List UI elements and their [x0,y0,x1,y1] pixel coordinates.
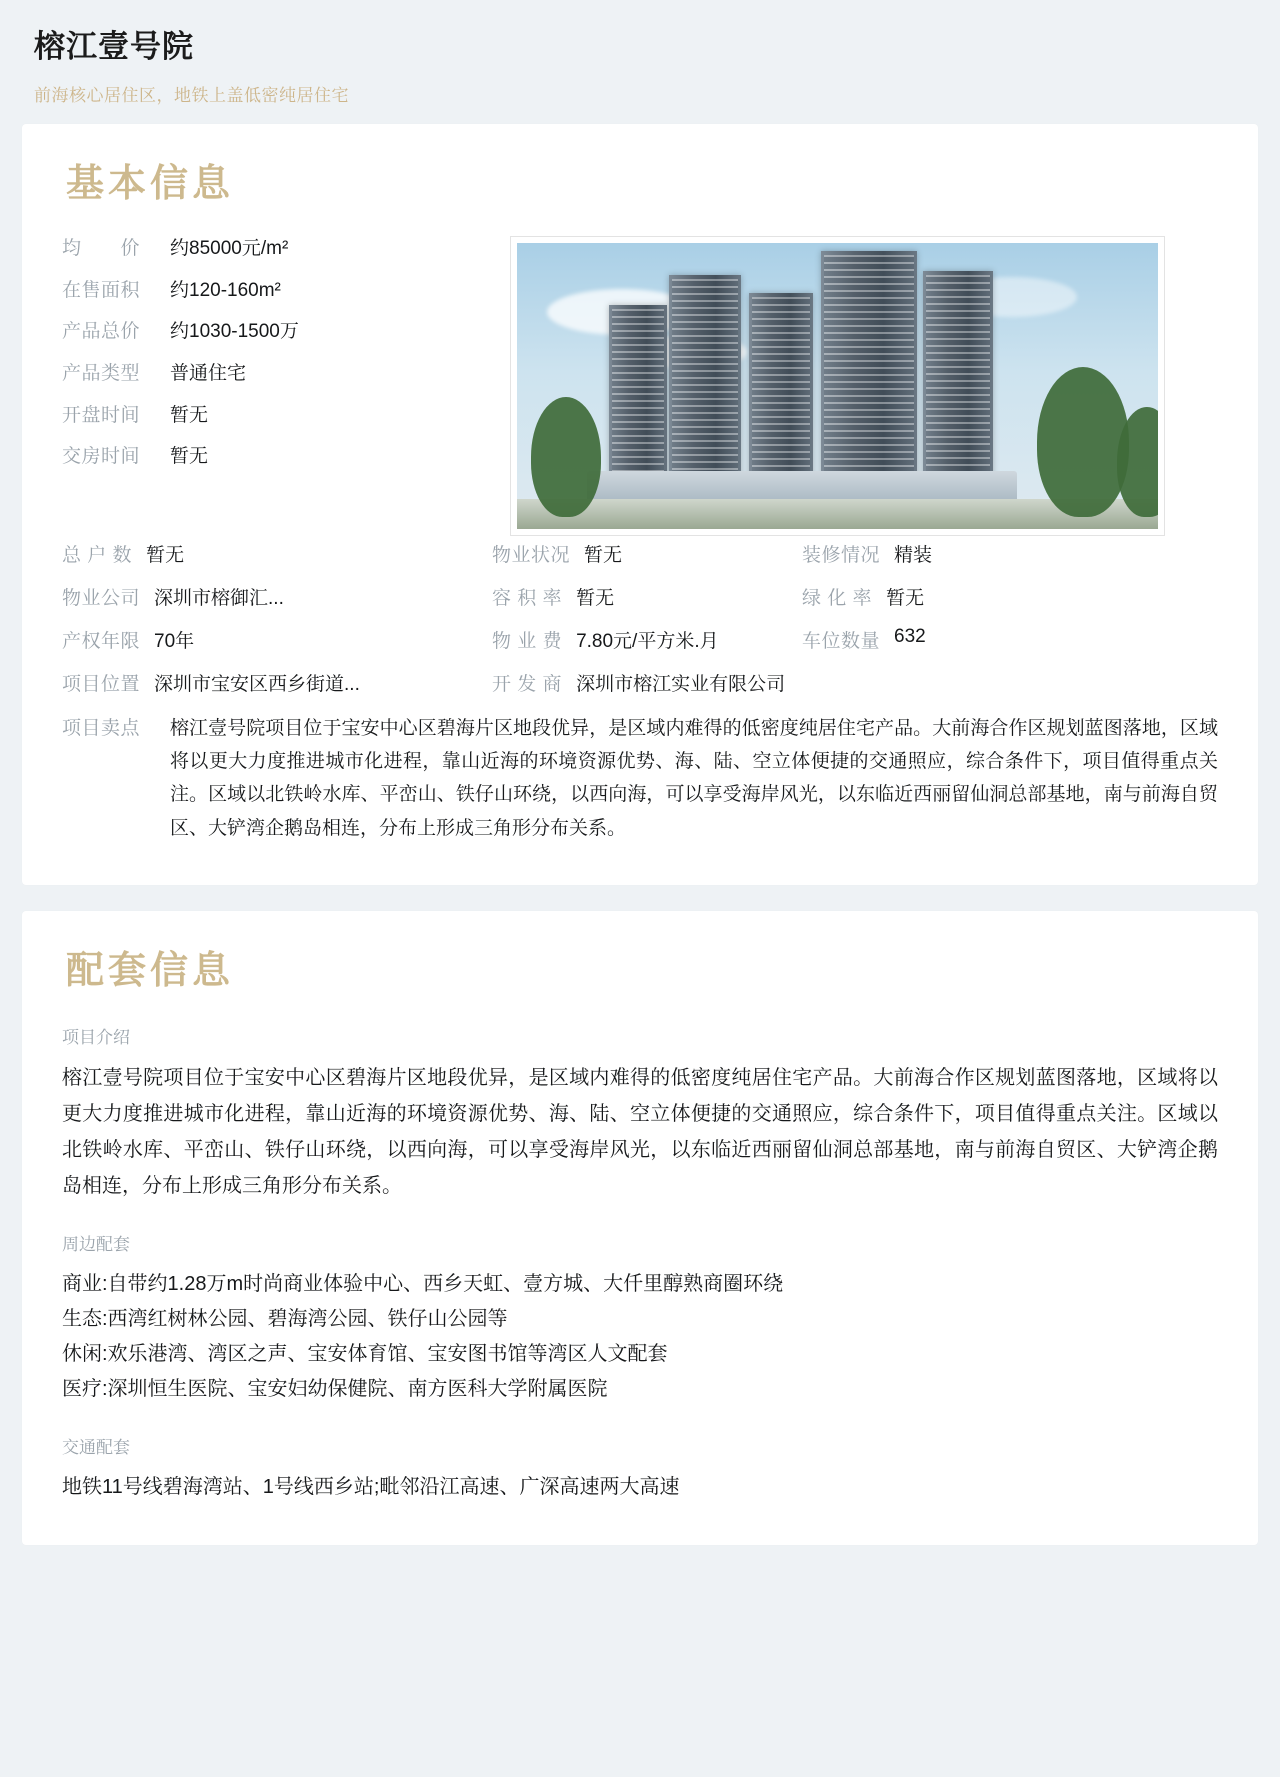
basic-info-section-title: 基本信息 [66,163,235,206]
value-opening-time: 暂无 [170,404,209,426]
label-unit-price: 均 价 [62,237,141,259]
info-row-product-type [62,361,492,387]
label-opening-time: 开盘时间 [62,404,141,426]
value-product-type: 普通住宅 [170,362,247,384]
grid-row-households [62,540,1218,567]
value-green-ratio: 暂无 [886,587,925,609]
value-developer: 深圳市榕江实业有限公司 [576,673,786,695]
label-total-households: 总 户 数 [62,544,133,566]
cell-property-status [492,540,802,567]
cell-total-households [62,540,492,567]
label-plot-ratio: 容 积 率 [492,587,563,609]
value-property-status: 暂无 [584,544,623,566]
label-ownership-years: 产权年限 [62,630,141,652]
cell-property-company [62,583,492,610]
project-selling-point [62,712,1218,845]
grid-row-location-developer [62,669,1218,696]
label-selling-point: 项目卖点 [62,717,141,739]
label-green-ratio: 绿 化 率 [802,587,873,609]
info-row-total-price [62,319,492,345]
label-area: 在售面积 [62,279,141,301]
cell-plot-ratio [492,583,802,610]
cell-decoration [802,540,1218,567]
label-delivery-time: 交房时间 [62,446,141,468]
label-traffic-facility: 交通配套 [62,1437,130,1457]
info-row-delivery-time [62,444,492,470]
text-around-commercial: 商业:自带约1.28万m时尚商业体验中心、西乡天虹、壹方城、大仟里醇熟商圈环绕 [62,1272,784,1295]
value-total-households: 暂无 [146,544,185,566]
value-property-fee: 7.80元/平方米.月 [576,630,719,652]
grid-row-property-company [62,583,1218,610]
value-parking-count: 632 [894,625,926,647]
page-title: 榕江壹号院 [34,29,194,64]
basic-info-left-column [62,236,492,486]
value-selling-point: 榕江壹号院项目位于宝安中心区碧海片区地段优异，是区域内难得的低密度纯居住宅产品。大前海合作区规划蓝图落地，区域将以更大力度推进城市化进程，靠山近海的环境资源优势、海、陆、空立体便捷的交通照应，综合条件下，项目值得重点关注。区域以北铁岭水库、平峦山、铁仔山环绕，以西向海，可以享受海岸风光，以东临近西丽留仙洞总部基地，南与前海自贸区、大铲湾企鹅岛相连，分布上形成三角形分布关系。 [170,717,1218,839]
label-around-facility: 周边配套 [62,1234,130,1254]
value-unit-price: 约85000元/m² [170,237,289,259]
basic-info-grid [62,540,1218,845]
text-around-leisure: 休闲:欢乐港湾、湾区之声、宝安体育馆、宝安图书馆等湾区人文配套 [62,1342,668,1365]
text-traffic-detail: 地铁11号线碧海湾站、1号线西乡站;毗邻沿江高速、广深高速两大高速 [62,1475,680,1498]
label-property-fee: 物 业 费 [492,630,563,652]
value-area: 约120-160m² [170,279,281,301]
text-around-ecology: 生态:西湾红树林公园、碧海湾公园、铁仔山公园等 [62,1307,508,1330]
value-ownership-years: 70年 [154,630,195,652]
info-row-unit-price [62,236,492,262]
value-property-company: 深圳市榕御汇... [154,587,284,609]
value-total-price: 约1030-1500万 [170,321,299,343]
cell-developer [492,669,1218,696]
label-total-price: 产品总价 [62,321,141,343]
basic-info-card [22,124,1258,885]
label-parking-count: 车位数量 [802,630,881,652]
info-row-opening-time [62,403,492,429]
label-property-status: 物业状况 [492,544,571,566]
cell-green-ratio [802,583,1218,610]
page-header [0,0,1280,124]
hero-image-canvas [517,243,1158,529]
cell-parking-count [802,626,1218,653]
label-property-company: 物业公司 [62,587,141,609]
value-delivery-time: 暂无 [170,446,209,468]
info-row-area [62,278,492,304]
cell-project-location [62,669,492,696]
label-project-location: 项目位置 [62,673,141,695]
text-project-intro: 榕江壹号院项目位于宝安中心区碧海片区地段优异，是区域内难得的低密度纯居住宅产品。大前海合作区规划蓝图落地，区域将以更大力度推进城市化进程，靠山近海的环境资源优势、海、陆、空立体便捷的交通照应，综合条件下，项目值得重点关注。区域以北铁岭水库、平峦山、铁仔山环绕，以西向海，可以享受海岸风光，以东临近西丽留仙洞总部基地，南与前海自贸区、大铲湾企鹅岛相连，分布上形成三角形分布关系。 [62,1066,1218,1197]
text-around-medical: 医疗:深圳恒生医院、宝安妇幼保健院、南方医科大学附属医院 [62,1377,608,1400]
facility-section-title: 配套信息 [66,949,235,992]
value-project-location: 深圳市宝安区西乡街道... [154,673,360,695]
label-decoration: 装修情况 [802,544,881,566]
cell-ownership-years [62,626,492,653]
label-project-intro: 项目介绍 [62,1027,130,1047]
facility-info-card [22,911,1258,1545]
project-hero-image [510,236,1165,536]
label-product-type: 产品类型 [62,362,141,384]
value-decoration: 精装 [894,544,933,566]
page-subtitle: 前海核心居住区，地铁上盖低密纯居住宅 [34,86,349,106]
value-plot-ratio: 暂无 [576,587,615,609]
cell-property-fee [492,626,802,653]
label-developer: 开 发 商 [492,673,563,695]
grid-row-ownership [62,626,1218,653]
